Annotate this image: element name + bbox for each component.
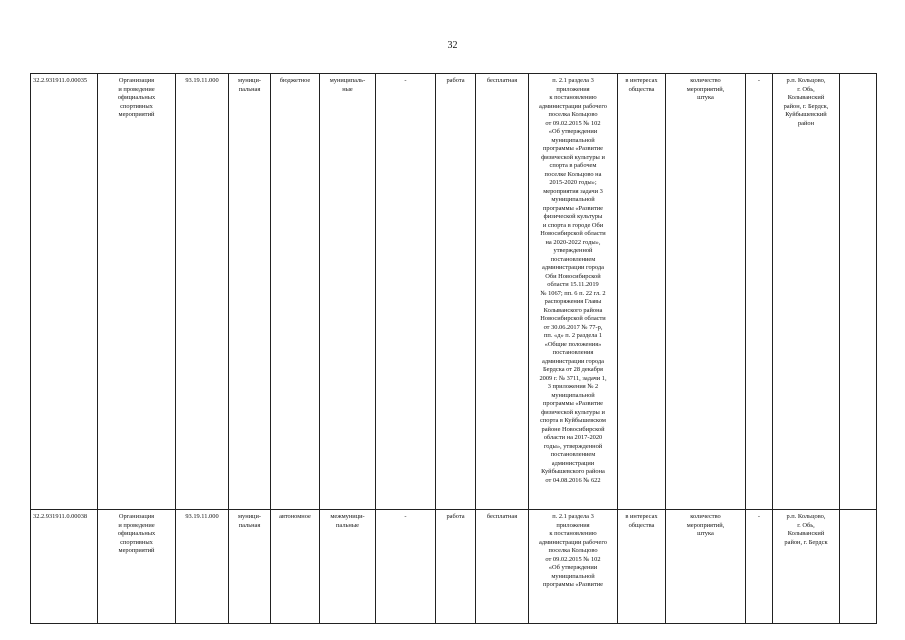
- table-row: [31, 510, 877, 624]
- place-cell: р.п. Кольцово, г. Обь, Колыванский район, г. Бердск, Куйбышевский район: [773, 74, 840, 510]
- unit-cell: количество мероприятий, штука: [666, 510, 746, 624]
- legal-basis: п. 2.1 раздела 3 приложения к постановлению администрации рабочего поселка Кольцово от 09.02.2015 № 102 «Об утверждении муниципальной программы «Развитие физической культуры и спорта в рабочем поселке Кольцово на 2015-2020 годы»; мероприятия задачи 3 муниципальной программы «Развитие физической культуры и спорта в городе Оби Новосибирской области на 2020-2022 годы», утвержденной постановлением администрации города Оби Новосибирской области 15.11.2019 № 1067; пп. 6 п. 22 гл. 2 распоряжения Главы Колыванского района Новосибирской области от 30.06.2017 № 77-р, пп. «д» п. 2 раздела 1 «Общие положения» постановления администрации города Бердска от 28 декабря 2009 г. № 3711, задачи 1, 3 приложения № 2 муниципальной программы «Развитие физической культуры и спорта в Куйбышевском районе Новосибирской области на 2017-2020 годы», утвержденной постановлением администрации Куйбышевского района от 04.08.2016 № 622: [529, 74, 618, 510]
- interest-cell: в интересах общества: [618, 74, 666, 510]
- kind-cell: работа: [436, 510, 476, 624]
- institution-type: автономное: [271, 510, 320, 624]
- service-name: Организация и проведение официальных спортивных мероприятий: [98, 510, 176, 624]
- place-cell: р.п. Кольцово, г. Обь, Колыванский район, г. Бердск: [773, 510, 840, 624]
- scope-cell: муниципаль- ные: [320, 74, 376, 510]
- institution-type: бюджетное: [271, 74, 320, 510]
- dash-cell: -: [746, 510, 773, 624]
- dash-cell: -: [746, 74, 773, 510]
- interest-cell: в интересах общества: [618, 510, 666, 624]
- legal-basis: п. 2.1 раздела 3 приложения к постановлению администрации рабочего поселка Кольцово от 09.02.2015 № 102 «Об утверждении муниципальной программы «Развитие: [529, 510, 618, 624]
- payment-cell: бесплатная: [476, 74, 529, 510]
- service-code: 32.2.931911.0.00035: [31, 74, 98, 510]
- okved-code: 93.19.11.000: [176, 74, 229, 510]
- dash-cell: -: [376, 510, 436, 624]
- empty-cell: [840, 510, 877, 624]
- service-code: 32.2.931911.0.00038: [31, 510, 98, 624]
- registry-table: [30, 73, 877, 624]
- dash-cell: -: [376, 74, 436, 510]
- empty-cell: [840, 74, 877, 510]
- level-cell: муници- пальная: [229, 510, 271, 624]
- page-number: 32: [447, 40, 458, 51]
- level-cell: муници- пальная: [229, 74, 271, 510]
- payment-cell: бесплатная: [476, 510, 529, 624]
- table-row: [31, 74, 877, 510]
- service-name: Организация и проведение официальных спортивных мероприятий: [98, 74, 176, 510]
- scope-cell: межмуници- пальные: [320, 510, 376, 624]
- kind-cell: работа: [436, 74, 476, 510]
- okved-code: 93.19.11.000: [176, 510, 229, 624]
- unit-cell: количество мероприятий, штука: [666, 74, 746, 510]
